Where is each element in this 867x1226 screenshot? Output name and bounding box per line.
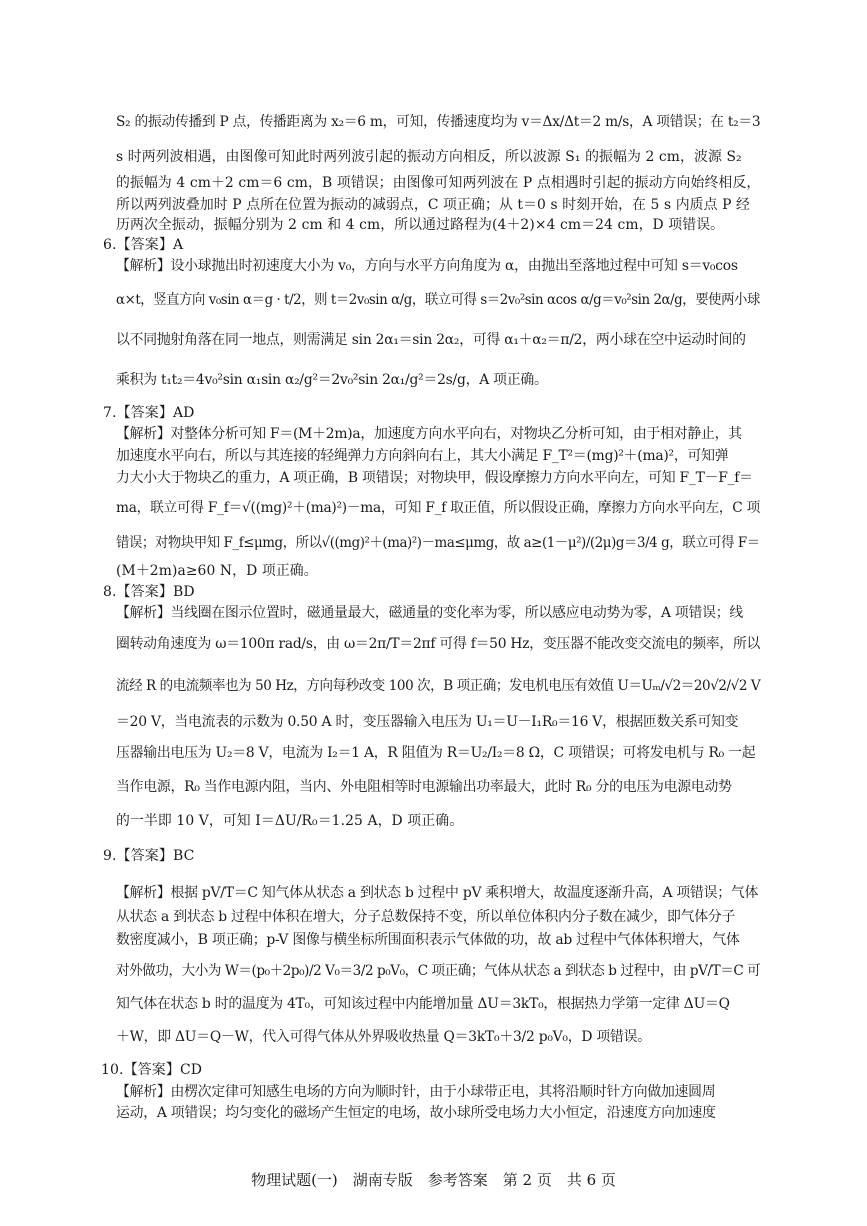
intro-line-3: 的振幅为 4 cm＋2 cm＝6 cm，B 项错误；由图像可知两列波在 P 点相遇时引起的振动方向始终相反， xyxy=(116,175,761,191)
q6-line-2: α×t，竖直方向 v₀sin α＝g · t/2，则 t＝2v₀sin α/g，联立可得 s＝2v₀²sin αcos α/g＝v₀²sin 2α/g，要使两小球 xyxy=(116,292,760,308)
q7-line-2: 加速度水平向右，所以与其连接的轻绳弹力方向斜向右上，其大小满足 F_T²＝(mg)²＋(ma)²，可知弹 xyxy=(116,448,729,464)
q6-line-3: 以不同抛射角落在同一地点，则需满足 sin 2α₁＝sin 2α₂，可得 α₁＋α₂＝π/2，两小球在空中运动时间的 xyxy=(116,332,746,348)
q8-line-2: 圈转动角速度为 ω＝100π rad/s，由 ω＝2π/T＝2πf 可得 f＝50 Hz，变压器不能改变交流电的频率，所以 xyxy=(116,636,761,652)
q6-line-4: 乘积为 t₁t₂＝4v₀²sin α₁sin α₂/g²＝2v₀²sin 2α₁/g²＝2s/g，A 项正确。 xyxy=(116,372,548,388)
q9-line-5: 知气体在状态 b 时的温度为 4T₀，可知该过程中内能增加量 ΔU＝3kT₀，根据热力学第一定律 ΔU＝Q xyxy=(116,996,730,1012)
q7-line-6: (M＋2m)a≥60 N，D 项正确。 xyxy=(116,563,318,579)
q9-line-1: 【解析】根据 pV/T＝C 知气体从状态 a 到状态 b 过程中 pV 乘积增大，故温度逐渐升高，A 项错误；气体 xyxy=(116,885,759,901)
q6-line-1: 【解析】设小球抛出时初速度大小为 v₀，方向与水平方向角度为 α，由抛出至落地过程中可知 s＝v₀cos xyxy=(116,258,738,274)
q7-line-3: 力大小大于物块乙的重力，A 项正确，B 项错误；对物块甲，假设摩擦力方向水平向左，可知 F_T－F_f＝ xyxy=(116,470,753,486)
q10-line-2: 运动，A 项错误；均匀变化的磁场产生恒定的电场，故小球所受电场力大小恒定，沿速度方向加速度 xyxy=(116,1105,716,1121)
q8-line-4: ＝20 V，当电流表的示数为 0.50 A 时，变压器输入电压为 U₁＝U－I₁R₀＝16 V，根据匝数关系可知变 xyxy=(116,714,739,730)
q9-line-3: 数密度减小，B 项正确；p-V 图像与横坐标所围面积表示气体做的功，故 ab 过程中气体体积增大，气体 xyxy=(116,932,740,948)
intro-line-1: S₂ 的振动传播到 P 点，传播距离为 x₂＝6 m，可知，传播速度均为 v＝Δx/Δt＝2 m/s，A 项错误；在 t₂＝3 xyxy=(116,114,761,130)
q10-answer-heading: 10.【答案】CD xyxy=(101,1062,203,1078)
intro-line-5: 历两次全振动，振幅分别为 2 cm 和 4 cm，所以通过路程为(4＋2)×4 cm＝24 cm，D 项错误。 xyxy=(116,217,725,233)
q9-line-4: 对外做功，大小为 W＝(p₀＋2p₀)/2 V₀＝3/2 p₀V₀，C 项正确；气体从状态 a 到状态 b 过程中，由 pV/T＝C 可 xyxy=(116,963,761,979)
q8-line-3: 流经 R 的电流频率也为 50 Hz，方向每秒改变 100 次，B 项正确；发电机电压有效值 U＝Uₘ/√2＝20√2/√2 V xyxy=(116,678,761,694)
intro-line-2: s 时两列波相遇，由图像可知此时两列波引起的振动方向相反，所以波源 S₁ 的振幅为 2 cm，波源 S₂ xyxy=(116,149,742,165)
q7-line-5: 错误；对物块甲知 F_f≤μmg，所以√((mg)²＋(ma)²)－ma≤μmg，故 a≥(1－μ²)/(2μ)g＝3/4 g，联立可得 F＝ xyxy=(116,535,760,551)
q9-line-6: ＋W，即 ΔU＝Q－W，代入可得气体从外界吸收热量 Q＝3kT₀＋3/2 p₀V₀，D 项错误。 xyxy=(116,1029,651,1045)
q9-answer-heading: 9.【答案】BC xyxy=(103,848,195,864)
q8-answer-heading: 8.【答案】BD xyxy=(103,584,195,600)
q8-line-7: 的一半即 10 V，可知 I＝ΔU/R₀＝1.25 A，D 项正确。 xyxy=(116,813,464,829)
q6-answer-heading: 6.【答案】A xyxy=(103,237,184,253)
q8-line-1: 【解析】当线圈在图示位置时，磁通量最大，磁通量的变化率为零，所以感应电动势为零，A 项错误；线 xyxy=(116,605,743,621)
q7-answer-heading: 7.【答案】AD xyxy=(103,405,195,421)
q10-line-1: 【解析】由楞次定律可知感生电场的方向为顺时针，由于小球带正电，其将沿顺时针方向做加速圆周 xyxy=(116,1084,716,1100)
q9-line-2: 从状态 a 到状态 b 过程中体积在增大，分子总数保持不变，所以单位体积内分子数在减少，即气体分子 xyxy=(116,909,736,925)
intro-line-4: 所以两列波叠加时 P 点所在位置为振动的减弱点，C 项正确；从 t＝0 s 时刻开始，在 5 s 内质点 P 经 xyxy=(116,197,751,213)
q7-line-1: 【解析】对整体分析可知 F＝(M＋2m)a，加速度方向水平向右，对物块乙分析可知，由于相对静止，其 xyxy=(116,426,742,442)
q8-line-6: 当作电源，R₀ 当作电源内阻，当内、外电阻相等时电源输出功率最大，此时 R₀ 分的电压为电源电动势 xyxy=(116,779,732,795)
q8-line-5: 压器输出电压为 U₂＝8 V，电流为 I₂＝1 A，R 阻值为 R＝U₂/I₂＝8 Ω，C 项错误；可将发电机与 R₀ 一起 xyxy=(116,745,756,761)
q7-line-4: ma，联立可得 F_f＝√((mg)²＋(ma)²)－ma，可知 F_f 取正值，所以假设正确，摩擦力方向水平向左，C 项 xyxy=(116,500,761,516)
page-footer: 物理试题(一) 湖南专版 参考答案 第 2 页 共 6 页 xyxy=(251,1171,616,1189)
